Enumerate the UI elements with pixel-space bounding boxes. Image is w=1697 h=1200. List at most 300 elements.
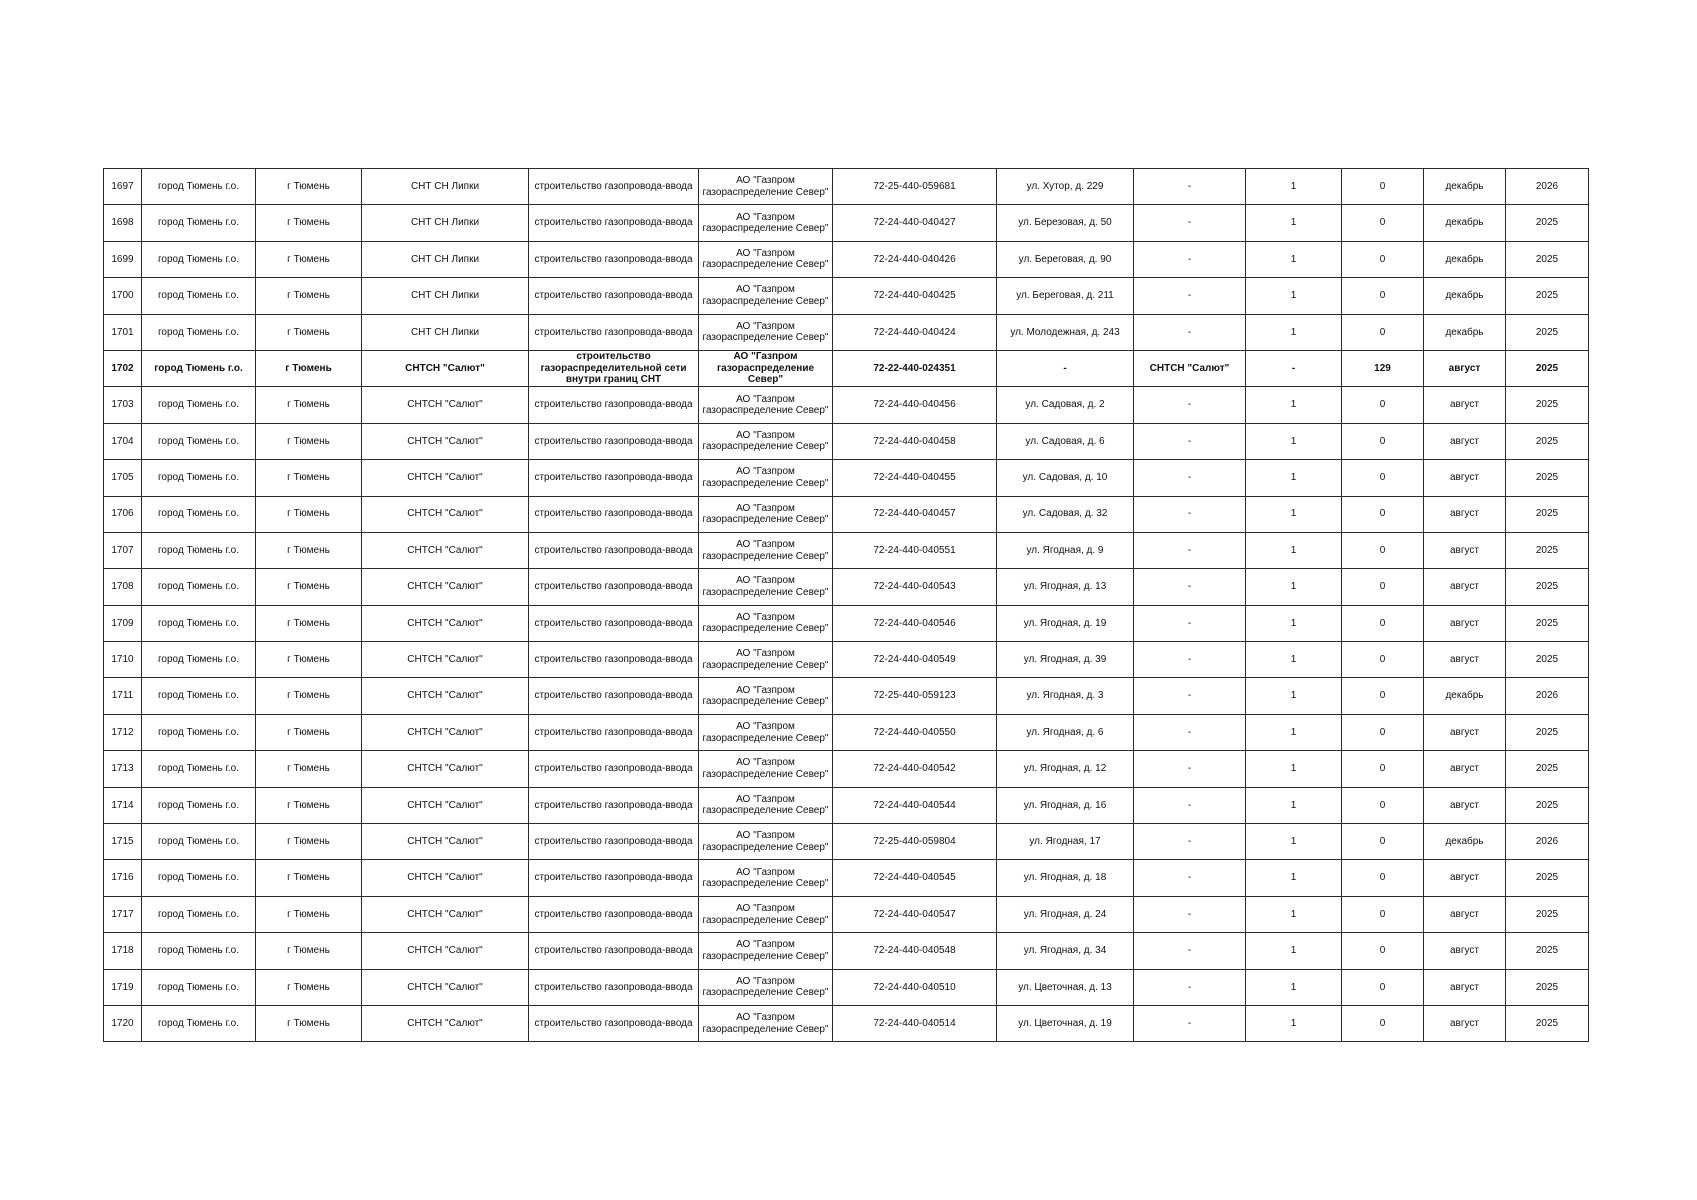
cell-quantity: 1 [1246, 387, 1342, 423]
cell-organization: АО "Газпром газораспределение Север" [699, 169, 833, 205]
cell-quantity: 1 [1246, 569, 1342, 605]
cell-district: город Тюмень г.о. [142, 896, 256, 932]
cell-address: ул. Ягодная, д. 39 [997, 642, 1134, 678]
cell-snt: СНТСН "Салют" [362, 969, 529, 1005]
cell-city: г Тюмень [256, 933, 362, 969]
cell-city: г Тюмень [256, 460, 362, 496]
cell-snt: СНТ СН Липки [362, 169, 529, 205]
cell-registration-number: 72-24-440-040427 [833, 205, 997, 241]
cell-work-type: строительство газопровода-ввода [529, 714, 699, 750]
cell-address: ул. Молодежная, д. 243 [997, 314, 1134, 350]
cell-month: август [1424, 496, 1506, 532]
cell-registration-number: 72-25-440-059681 [833, 169, 997, 205]
table-row [104, 969, 1589, 1005]
cell-district: город Тюмень г.о. [142, 714, 256, 750]
cell-owner: - [1134, 896, 1246, 932]
cell-month: август [1424, 860, 1506, 896]
cell-quantity: 1 [1246, 751, 1342, 787]
cell-month: декабрь [1424, 169, 1506, 205]
cell-organization: АО "Газпром газораспределение Север" [699, 605, 833, 641]
cell-registration-number: 72-24-440-040455 [833, 460, 997, 496]
cell-city: г Тюмень [256, 278, 362, 314]
cell-number: 1714 [104, 787, 142, 823]
cell-quantity: 1 [1246, 205, 1342, 241]
cell-quantity: 1 [1246, 278, 1342, 314]
cell-city: г Тюмень [256, 496, 362, 532]
cell-address: ул. Ягодная, д. 13 [997, 569, 1134, 605]
cell-owner: - [1134, 751, 1246, 787]
table-row [104, 350, 1589, 386]
cell-organization: АО "Газпром газораспределение Север" [699, 1005, 833, 1041]
cell-length: 0 [1342, 460, 1424, 496]
cell-snt: СНТСН "Салют" [362, 496, 529, 532]
table-row [104, 1005, 1589, 1041]
cell-quantity: 1 [1246, 169, 1342, 205]
cell-number: 1703 [104, 387, 142, 423]
cell-month: август [1424, 532, 1506, 568]
table-row [104, 714, 1589, 750]
table-row [104, 169, 1589, 205]
cell-district: город Тюмень г.о. [142, 860, 256, 896]
cell-snt: СНТСН "Салют" [362, 387, 529, 423]
cell-owner: - [1134, 387, 1246, 423]
cell-organization: АО "Газпром газораспределение Север" [699, 642, 833, 678]
table-row [104, 205, 1589, 241]
cell-work-type: строительство газопровода-ввода [529, 169, 699, 205]
cell-address: ул. Ягодная, д. 16 [997, 787, 1134, 823]
cell-year: 2025 [1506, 642, 1589, 678]
cell-work-type: строительство газопровода-ввода [529, 1005, 699, 1041]
cell-owner: - [1134, 241, 1246, 277]
cell-district: город Тюмень г.о. [142, 496, 256, 532]
cell-work-type: строительство газопровода-ввода [529, 787, 699, 823]
cell-work-type: строительство газопровода-ввода [529, 205, 699, 241]
cell-owner: - [1134, 714, 1246, 750]
cell-length: 0 [1342, 860, 1424, 896]
cell-registration-number: 72-24-440-040457 [833, 496, 997, 532]
cell-month: август [1424, 751, 1506, 787]
cell-month: август [1424, 1005, 1506, 1041]
cell-number: 1717 [104, 896, 142, 932]
cell-work-type: строительство газопровода-ввода [529, 751, 699, 787]
cell-work-type: строительство газопровода-ввода [529, 969, 699, 1005]
cell-organization: АО "Газпром газораспределение Север" [699, 569, 833, 605]
cell-number: 1711 [104, 678, 142, 714]
cell-district: город Тюмень г.о. [142, 1005, 256, 1041]
cell-month: август [1424, 896, 1506, 932]
cell-number: 1702 [104, 350, 142, 386]
cell-city: г Тюмень [256, 824, 362, 860]
cell-month: август [1424, 933, 1506, 969]
cell-number: 1697 [104, 169, 142, 205]
table-row [104, 751, 1589, 787]
cell-district: город Тюмень г.о. [142, 460, 256, 496]
cell-city: г Тюмень [256, 896, 362, 932]
cell-snt: СНТСН "Салют" [362, 896, 529, 932]
cell-length: 129 [1342, 350, 1424, 386]
cell-registration-number: 72-24-440-040543 [833, 569, 997, 605]
cell-snt: СНТ СН Липки [362, 241, 529, 277]
cell-snt: СНТ СН Липки [362, 314, 529, 350]
cell-registration-number: 72-25-440-059123 [833, 678, 997, 714]
cell-length: 0 [1342, 569, 1424, 605]
cell-length: 0 [1342, 896, 1424, 932]
cell-number: 1701 [104, 314, 142, 350]
cell-registration-number: 72-24-440-040547 [833, 896, 997, 932]
cell-year: 2025 [1506, 205, 1589, 241]
gas-connection-table [103, 168, 1589, 1042]
cell-year: 2025 [1506, 969, 1589, 1005]
cell-snt: СНТСН "Салют" [362, 714, 529, 750]
cell-number: 1713 [104, 751, 142, 787]
cell-registration-number: 72-24-440-040510 [833, 969, 997, 1005]
cell-address: - [997, 350, 1134, 386]
cell-number: 1716 [104, 860, 142, 896]
cell-owner: - [1134, 423, 1246, 459]
cell-district: город Тюмень г.о. [142, 605, 256, 641]
cell-registration-number: 72-24-440-040551 [833, 532, 997, 568]
cell-snt: СНТСН "Салют" [362, 423, 529, 459]
cell-city: г Тюмень [256, 860, 362, 896]
cell-organization: АО "Газпром газораспределение Север" [699, 933, 833, 969]
cell-month: август [1424, 460, 1506, 496]
cell-snt: СНТСН "Салют" [362, 1005, 529, 1041]
cell-number: 1704 [104, 423, 142, 459]
cell-length: 0 [1342, 642, 1424, 678]
cell-quantity: 1 [1246, 933, 1342, 969]
cell-owner: - [1134, 1005, 1246, 1041]
cell-length: 0 [1342, 969, 1424, 1005]
cell-snt: СНТСН "Салют" [362, 678, 529, 714]
cell-work-type: строительство газораспределительной сети внутри границ СНТ [529, 350, 699, 386]
cell-length: 0 [1342, 605, 1424, 641]
cell-city: г Тюмень [256, 714, 362, 750]
cell-year: 2025 [1506, 896, 1589, 932]
cell-length: 0 [1342, 169, 1424, 205]
cell-work-type: строительство газопровода-ввода [529, 314, 699, 350]
cell-number: 1712 [104, 714, 142, 750]
cell-snt: СНТ СН Липки [362, 278, 529, 314]
cell-owner: - [1134, 787, 1246, 823]
cell-quantity: 1 [1246, 605, 1342, 641]
cell-number: 1706 [104, 496, 142, 532]
cell-year: 2025 [1506, 350, 1589, 386]
cell-work-type: строительство газопровода-ввода [529, 532, 699, 568]
cell-district: город Тюмень г.о. [142, 751, 256, 787]
cell-month: август [1424, 969, 1506, 1005]
cell-registration-number: 72-24-440-040545 [833, 860, 997, 896]
cell-owner: - [1134, 205, 1246, 241]
cell-address: ул. Береговая, д. 211 [997, 278, 1134, 314]
cell-year: 2025 [1506, 241, 1589, 277]
cell-year: 2025 [1506, 787, 1589, 823]
cell-owner: - [1134, 860, 1246, 896]
cell-quantity: 1 [1246, 532, 1342, 568]
table-row [104, 642, 1589, 678]
cell-month: август [1424, 605, 1506, 641]
cell-owner: - [1134, 605, 1246, 641]
cell-address: ул. Ягодная, д. 6 [997, 714, 1134, 750]
cell-quantity: 1 [1246, 678, 1342, 714]
cell-year: 2025 [1506, 460, 1589, 496]
cell-work-type: строительство газопровода-ввода [529, 933, 699, 969]
cell-quantity: 1 [1246, 496, 1342, 532]
cell-organization: АО "Газпром газораспределение Север" [699, 314, 833, 350]
cell-address: ул. Ягодная, д. 18 [997, 860, 1134, 896]
cell-snt: СНТСН "Салют" [362, 460, 529, 496]
cell-year: 2025 [1506, 751, 1589, 787]
cell-registration-number: 72-24-440-040425 [833, 278, 997, 314]
cell-work-type: строительство газопровода-ввода [529, 423, 699, 459]
cell-year: 2025 [1506, 278, 1589, 314]
cell-organization: АО "Газпром газораспределение Север" [699, 860, 833, 896]
cell-work-type: строительство газопровода-ввода [529, 460, 699, 496]
cell-length: 0 [1342, 678, 1424, 714]
cell-city: г Тюмень [256, 678, 362, 714]
cell-district: город Тюмень г.о. [142, 969, 256, 1005]
cell-length: 0 [1342, 423, 1424, 459]
cell-month: август [1424, 387, 1506, 423]
cell-organization: АО "Газпром газораспределение Север" [699, 787, 833, 823]
cell-organization: АО "Газпром газораспределение Север" [699, 460, 833, 496]
cell-length: 0 [1342, 824, 1424, 860]
cell-snt: СНТСН "Салют" [362, 605, 529, 641]
cell-work-type: строительство газопровода-ввода [529, 896, 699, 932]
table-row [104, 933, 1589, 969]
cell-month: август [1424, 423, 1506, 459]
cell-number: 1715 [104, 824, 142, 860]
table-row [104, 569, 1589, 605]
cell-organization: АО "Газпром газораспределение Север" [699, 714, 833, 750]
cell-quantity: 1 [1246, 460, 1342, 496]
cell-organization: АО "Газпром газораспределение Север" [699, 278, 833, 314]
cell-registration-number: 72-24-440-040458 [833, 423, 997, 459]
table-row [104, 532, 1589, 568]
cell-year: 2025 [1506, 496, 1589, 532]
cell-month: декабрь [1424, 278, 1506, 314]
table-row [104, 278, 1589, 314]
cell-month: декабрь [1424, 314, 1506, 350]
cell-owner: СНТСН "Салют" [1134, 350, 1246, 386]
cell-district: город Тюмень г.о. [142, 169, 256, 205]
cell-city: г Тюмень [256, 532, 362, 568]
cell-organization: АО "Газпром газораспределение Север" [699, 205, 833, 241]
cell-year: 2025 [1506, 1005, 1589, 1041]
cell-month: декабрь [1424, 241, 1506, 277]
cell-district: город Тюмень г.о. [142, 569, 256, 605]
cell-quantity: 1 [1246, 314, 1342, 350]
cell-work-type: строительство газопровода-ввода [529, 569, 699, 605]
cell-work-type: строительство газопровода-ввода [529, 496, 699, 532]
cell-registration-number: 72-24-440-040544 [833, 787, 997, 823]
cell-address: ул. Ягодная, д. 24 [997, 896, 1134, 932]
cell-city: г Тюмень [256, 787, 362, 823]
cell-address: ул. Березовая, д. 50 [997, 205, 1134, 241]
cell-month: август [1424, 714, 1506, 750]
cell-registration-number: 72-22-440-024351 [833, 350, 997, 386]
cell-address: ул. Цветочная, д. 13 [997, 969, 1134, 1005]
cell-snt: СНТСН "Салют" [362, 824, 529, 860]
cell-quantity: 1 [1246, 787, 1342, 823]
cell-district: город Тюмень г.о. [142, 642, 256, 678]
cell-city: г Тюмень [256, 350, 362, 386]
cell-organization: АО "Газпром газораспределение Север" [699, 678, 833, 714]
cell-address: ул. Береговая, д. 90 [997, 241, 1134, 277]
cell-number: 1700 [104, 278, 142, 314]
cell-number: 1707 [104, 532, 142, 568]
cell-owner: - [1134, 642, 1246, 678]
cell-year: 2025 [1506, 423, 1589, 459]
cell-organization: АО "Газпром газораспределение Север" [699, 496, 833, 532]
cell-year: 2025 [1506, 605, 1589, 641]
cell-length: 0 [1342, 933, 1424, 969]
cell-month: декабрь [1424, 678, 1506, 714]
cell-registration-number: 72-24-440-040542 [833, 751, 997, 787]
cell-quantity: 1 [1246, 714, 1342, 750]
cell-quantity: 1 [1246, 860, 1342, 896]
cell-address: ул. Ягодная, д. 3 [997, 678, 1134, 714]
cell-registration-number: 72-24-440-040549 [833, 642, 997, 678]
cell-number: 1720 [104, 1005, 142, 1041]
cell-length: 0 [1342, 714, 1424, 750]
cell-month: август [1424, 569, 1506, 605]
cell-owner: - [1134, 969, 1246, 1005]
cell-district: город Тюмень г.о. [142, 278, 256, 314]
cell-quantity: 1 [1246, 896, 1342, 932]
table-row [104, 423, 1589, 459]
table-row [104, 605, 1589, 641]
cell-year: 2025 [1506, 569, 1589, 605]
cell-owner: - [1134, 569, 1246, 605]
cell-district: город Тюмень г.о. [142, 205, 256, 241]
cell-work-type: строительство газопровода-ввода [529, 860, 699, 896]
cell-address: ул. Садовая, д. 32 [997, 496, 1134, 532]
cell-owner: - [1134, 678, 1246, 714]
cell-quantity: 1 [1246, 1005, 1342, 1041]
cell-month: декабрь [1424, 824, 1506, 860]
cell-organization: АО "Газпром газораспределение Север" [699, 423, 833, 459]
cell-registration-number: 72-24-440-040550 [833, 714, 997, 750]
cell-organization: АО "Газпром газораспределение Север" [699, 969, 833, 1005]
cell-city: г Тюмень [256, 314, 362, 350]
cell-organization: АО "Газпром газораспределение Север" [699, 824, 833, 860]
cell-year: 2025 [1506, 314, 1589, 350]
cell-year: 2026 [1506, 824, 1589, 860]
cell-district: город Тюмень г.о. [142, 532, 256, 568]
cell-address: ул. Цветочная, д. 19 [997, 1005, 1134, 1041]
cell-year: 2025 [1506, 933, 1589, 969]
cell-length: 0 [1342, 241, 1424, 277]
table-row [104, 460, 1589, 496]
table-row [104, 824, 1589, 860]
cell-month: август [1424, 642, 1506, 678]
cell-registration-number: 72-24-440-040456 [833, 387, 997, 423]
cell-district: город Тюмень г.о. [142, 350, 256, 386]
cell-year: 2025 [1506, 860, 1589, 896]
cell-registration-number: 72-24-440-040514 [833, 1005, 997, 1041]
cell-number: 1708 [104, 569, 142, 605]
cell-month: август [1424, 350, 1506, 386]
cell-length: 0 [1342, 787, 1424, 823]
cell-year: 2025 [1506, 714, 1589, 750]
cell-snt: СНТСН "Салют" [362, 751, 529, 787]
cell-address: ул. Садовая, д. 2 [997, 387, 1134, 423]
cell-owner: - [1134, 314, 1246, 350]
cell-quantity: 1 [1246, 824, 1342, 860]
cell-number: 1718 [104, 933, 142, 969]
cell-district: город Тюмень г.о. [142, 787, 256, 823]
cell-address: ул. Ягодная, д. 34 [997, 933, 1134, 969]
cell-address: ул. Ягодная, д. 9 [997, 532, 1134, 568]
cell-owner: - [1134, 532, 1246, 568]
cell-quantity: - [1246, 350, 1342, 386]
cell-organization: АО "Газпром газораспределение Север" [699, 896, 833, 932]
cell-snt: СНТСН "Салют" [362, 569, 529, 605]
cell-number: 1698 [104, 205, 142, 241]
cell-district: город Тюмень г.о. [142, 314, 256, 350]
cell-quantity: 1 [1246, 969, 1342, 1005]
cell-owner: - [1134, 933, 1246, 969]
cell-quantity: 1 [1246, 642, 1342, 678]
cell-snt: СНТСН "Салют" [362, 933, 529, 969]
cell-registration-number: 72-24-440-040546 [833, 605, 997, 641]
table-row [104, 787, 1589, 823]
cell-registration-number: 72-25-440-059804 [833, 824, 997, 860]
cell-month: август [1424, 787, 1506, 823]
cell-address: ул. Садовая, д. 6 [997, 423, 1134, 459]
cell-length: 0 [1342, 387, 1424, 423]
cell-district: город Тюмень г.о. [142, 933, 256, 969]
cell-city: г Тюмень [256, 205, 362, 241]
table-row [104, 678, 1589, 714]
cell-year: 2026 [1506, 169, 1589, 205]
table-row [104, 387, 1589, 423]
cell-owner: - [1134, 496, 1246, 532]
cell-quantity: 1 [1246, 423, 1342, 459]
cell-city: г Тюмень [256, 642, 362, 678]
cell-address: ул. Ягодная, д. 12 [997, 751, 1134, 787]
table-body [104, 169, 1589, 1042]
cell-city: г Тюмень [256, 1005, 362, 1041]
cell-number: 1699 [104, 241, 142, 277]
cell-number: 1705 [104, 460, 142, 496]
cell-organization: АО "Газпром газораспределение Север" [699, 350, 833, 386]
cell-month: декабрь [1424, 205, 1506, 241]
cell-owner: - [1134, 460, 1246, 496]
cell-registration-number: 72-24-440-040426 [833, 241, 997, 277]
cell-city: г Тюмень [256, 751, 362, 787]
cell-length: 0 [1342, 314, 1424, 350]
cell-address: ул. Хутор, д. 229 [997, 169, 1134, 205]
cell-registration-number: 72-24-440-040424 [833, 314, 997, 350]
cell-city: г Тюмень [256, 423, 362, 459]
cell-snt: СНТСН "Салют" [362, 787, 529, 823]
cell-length: 0 [1342, 496, 1424, 532]
cell-city: г Тюмень [256, 605, 362, 641]
cell-snt: СНТСН "Салют" [362, 532, 529, 568]
cell-work-type: строительство газопровода-ввода [529, 241, 699, 277]
cell-work-type: строительство газопровода-ввода [529, 278, 699, 314]
cell-owner: - [1134, 824, 1246, 860]
cell-address: ул. Ягодная, 17 [997, 824, 1134, 860]
cell-snt: СНТСН "Салют" [362, 860, 529, 896]
cell-owner: - [1134, 169, 1246, 205]
cell-district: город Тюмень г.о. [142, 824, 256, 860]
cell-city: г Тюмень [256, 569, 362, 605]
cell-district: город Тюмень г.о. [142, 423, 256, 459]
cell-length: 0 [1342, 278, 1424, 314]
table-row [104, 241, 1589, 277]
